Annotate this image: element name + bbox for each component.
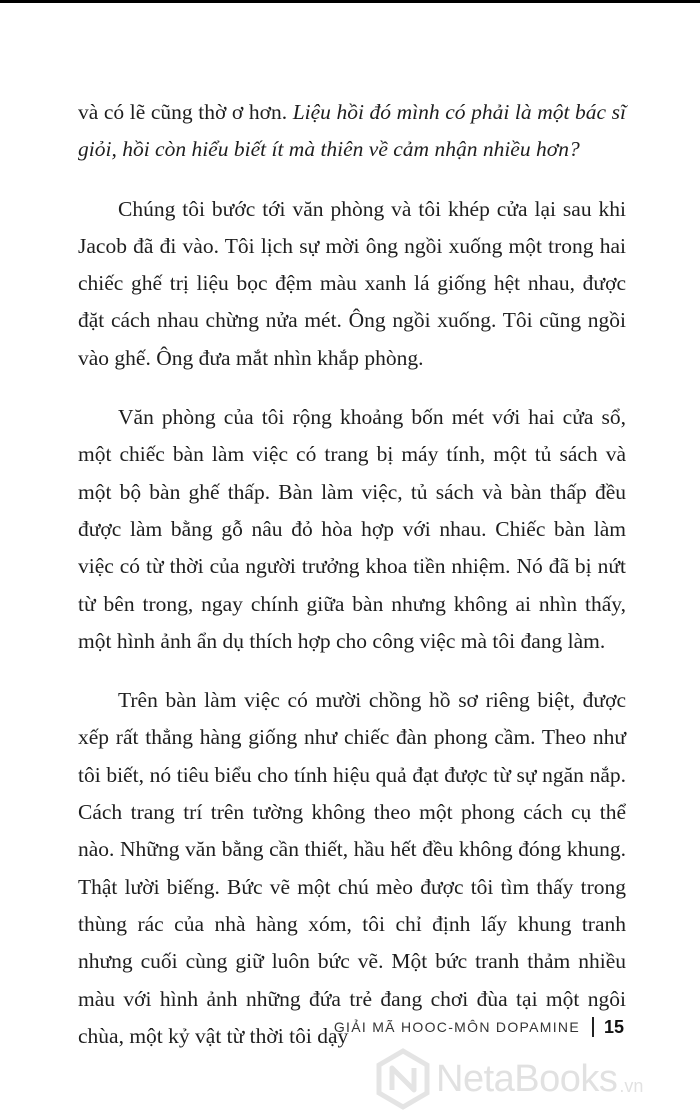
paragraph-3 bbox=[78, 399, 626, 660]
page-number: 15 bbox=[603, 1016, 624, 1037]
paragraph-1 bbox=[78, 94, 626, 169]
running-head: GIẢI MÃ HOOC-MÔN DOPAMINE bbox=[333, 1019, 580, 1035]
paragraph-3-text: Văn phòng của tôi rộng khoảng bốn mét với hai cửa sổ, một chiếc bàn làm việc có trang bị máy tính, một tủ sách và một bộ bàn ghế thấp. Bàn làm việc, tủ sách và bàn thấp đều được làm bằng gỗ nâu đỏ hòa hợp với nhau. Chiếc bàn làm việc có từ thời của người trưởng khoa tiền nhiệm. Nó đã bị nứt từ bên trong, ngay chính giữa bàn nhưng không ai nhìn thấy, một hình ảnh ẩn dụ thích hợp cho công việc mà tôi đang làm. bbox=[78, 405, 626, 653]
body-text bbox=[78, 94, 626, 1077]
netabooks-logo-icon bbox=[372, 1048, 434, 1110]
paragraph-1-text: và có lẽ cũng thờ ơ hơn. bbox=[78, 100, 293, 124]
watermark-text: NetaBooks bbox=[436, 1057, 618, 1100]
watermark-suffix: .vn bbox=[619, 1075, 644, 1096]
footer-separator bbox=[592, 1017, 594, 1037]
paragraph-4 bbox=[78, 682, 626, 1055]
paragraph-4-text: Trên bàn làm việc có mười chồng hồ sơ riêng biệt, được xếp rất thẳng hàng giống như chiếc đàn phong cầm. Theo như tôi biết, nó tiêu biểu cho tính hiệu quả đạt được từ sự ngăn nắp. Cách trang trí trên tường không theo một phong cách cụ thể nào. Những văn bằng cần thiết, hầu hết đều không đóng khung. Thật lười biếng. Bức vẽ một chú mèo được tôi tìm thấy trong thùng rác của nhà hàng xóm, tôi chỉ định lấy khung tranh nhưng cuối cùng giữ luôn bức vẽ. Một bức tranh thảm nhiều màu với hình ảnh những đứa trẻ đang chơi đùa tại một ngôi chùa, một kỷ vật từ thời tôi dạy bbox=[78, 688, 626, 1048]
top-rule bbox=[0, 0, 700, 3]
page-footer bbox=[334, 1012, 624, 1042]
paragraph-1-italic: Liệu hồi đó mình có phải là một bác sĩ giỏi, hồi còn hiểu biết ít mà thiên về cảm nhận nhiều hơn? bbox=[78, 100, 626, 162]
paragraph-2-text: Chúng tôi bước tới văn phòng và tôi khép cửa lại sau khi Jacob đã đi vào. Tôi lịch sự mời ông ngồi xuống một trong hai chiếc ghế trị liệu bọc đệm màu xanh lá giống hệt nhau, được đặt cách nhau chừng nửa mét. Ông ngồi xuống. Tôi cũng ngồi vào ghế. Ông đưa mắt nhìn khắp phòng. bbox=[78, 196, 626, 370]
watermark bbox=[372, 1044, 643, 1114]
paragraph-2 bbox=[78, 191, 626, 377]
